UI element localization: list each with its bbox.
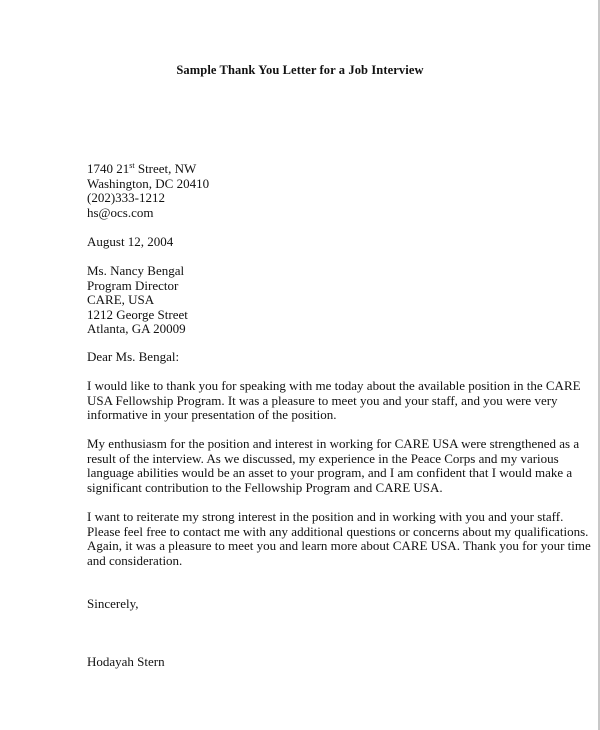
sender-street-number: 1740 21 xyxy=(87,161,130,176)
closing xyxy=(87,597,547,612)
sender-email: hs@ocs.com xyxy=(87,204,154,220)
sender-phone: (202)333-1212 xyxy=(87,190,165,205)
salutation-text: Dear Ms. Bengal: xyxy=(87,349,180,364)
body-paragraph-2 xyxy=(87,436,580,495)
paragraph-line: significant contribution to the Fellowship Program and CARE USA. xyxy=(87,479,443,495)
paragraph-line: language abilities would be an asset to your program, and I am confident that I would make a xyxy=(87,465,573,480)
salutation xyxy=(87,350,547,365)
letter-date xyxy=(87,235,547,250)
paragraph-line: USA Fellowship Program. It was a pleasure to meet you and your staff, and you were very xyxy=(87,392,558,408)
recipient-city-line: Atlanta, GA 20009 xyxy=(87,321,186,336)
recipient-organization: CARE, USA xyxy=(87,292,155,307)
paragraph-line: result of the interview. As we discussed, my experience in the Peace Corps and my various xyxy=(87,450,559,466)
letter-title: Sample Thank You Letter for a Job Interview xyxy=(176,63,424,77)
recipient-name: Ms. Nancy Bengal xyxy=(87,263,185,278)
body-paragraph-1 xyxy=(87,378,581,423)
paragraph-line: informative in your presentation of the position. xyxy=(87,407,337,422)
sender-address xyxy=(87,162,547,220)
signature-name: Hodayah Stern xyxy=(87,654,165,669)
signature xyxy=(87,655,547,670)
sender-street-name: Street, NW xyxy=(134,161,197,176)
paragraph-line: Again, it was a pleasure to meet you and learn more about CARE USA. Thank you for your time xyxy=(87,538,591,553)
recipient-street: 1212 George Street xyxy=(87,306,188,322)
closing-text: Sincerely, xyxy=(87,596,139,611)
recipient-title: Program Director xyxy=(87,277,179,293)
sender-street-suffix: st xyxy=(129,161,135,170)
paragraph-line: My enthusiasm for the position and interest in working for CARE USA were strengthened as a xyxy=(87,436,580,451)
sender-city-line: Washington, DC 20410 xyxy=(87,175,210,191)
paragraph-line: I want to reiterate my strong interest in the position and in working with you and your staff. xyxy=(87,509,564,524)
paragraph-line: I would like to thank you for speaking with me today about the available position in the CARE xyxy=(87,378,581,393)
body-paragraph-3 xyxy=(87,509,591,568)
sender-street xyxy=(87,162,547,177)
paragraph-line: Please feel free to contact me with any additional questions or concerns about my qualifications. xyxy=(87,523,589,539)
recipient-address xyxy=(87,264,547,337)
paragraph-line: and consideration. xyxy=(87,552,183,568)
date-text: August 12, 2004 xyxy=(87,234,174,249)
